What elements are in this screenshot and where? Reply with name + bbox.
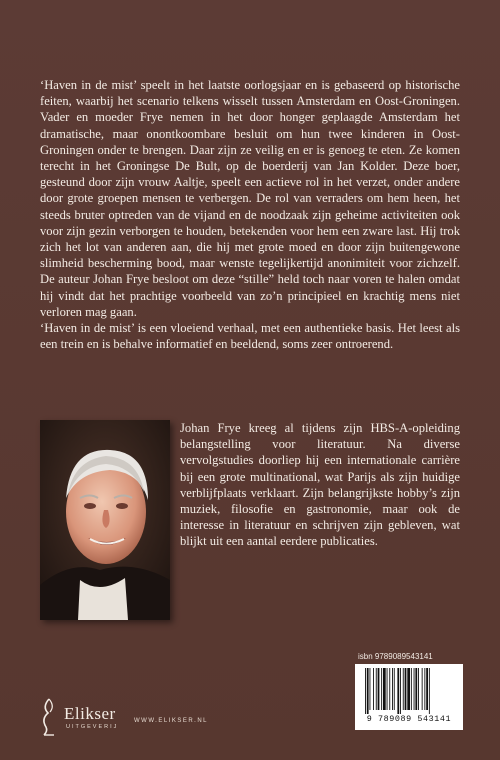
barcode-bar <box>400 668 401 714</box>
barcode-bar <box>389 668 390 710</box>
barcode-bar <box>415 668 417 710</box>
barcode-bar <box>387 668 388 710</box>
barcode-bar <box>367 668 369 714</box>
barcode-bar <box>407 668 410 710</box>
barcode-bar <box>418 668 419 710</box>
barcode-bar <box>403 668 404 710</box>
barcode-bar <box>365 668 366 714</box>
barcode-bar <box>422 668 423 710</box>
barcode-bar <box>405 668 407 710</box>
barcode-bar <box>414 668 415 710</box>
barcode-digits: 9 789089 543141 <box>366 714 452 724</box>
author-portrait-image <box>40 420 170 620</box>
publisher-emblem-icon <box>38 697 60 737</box>
author-bio: Johan Frye kreeg al tijdens zijn HBS-A-opleiding belangstelling voor literatuur. Na diverse vervolgstudies doorliep hij een internationale carrière bij een grote multinational, wat Parijs als zijn huidige verblijfplaats verklaart. Zijn belangrijkste hobby’s zijn muziek, filosofie en gastronomie, maar ook de interesse in literatuur en schrijven zijn gebleven, wat blijkt uit een aantal eerdere publicaties. <box>180 421 460 549</box>
barcode-bar <box>424 668 425 710</box>
barcode-bar <box>383 668 386 710</box>
author-photo <box>40 420 170 620</box>
blurb-paragraph: ‘Haven in de mist’ is een vloeiend verhaal, met een authentieke basis. Het leest als een trein en is behalve informatief en beeldend, soms zeer ontroerend. <box>40 321 460 352</box>
barcode-bar <box>381 668 382 710</box>
barcode-bar <box>378 668 380 710</box>
barcode-bar <box>411 668 412 710</box>
barcode-bar <box>392 668 393 710</box>
blurb-paragraph: ‘Haven in de mist’ speelt in het laatste oorlogsjaar en is gebaseerd op historische feiten, waarbij het scenario telkens wisselt tussen Amsterdam en Oost-Groningen. Vader en moeder Frye nemen in het door honger geplaagde Amsterdam het dramatische, maar onontkoombare besluit om hun twee kinderen in Oost-Groningen onder te brengen. Daar zijn ze veilig en er is genoeg te eten. Ze komen terecht in het Groningse De Bult, op de boerderij van Jan Kolder. Deze boer, gesteund door zijn vrouw Aaltje, speelt een actieve rol in het verzet, onder andere door grote groepen mensen te verbergen. De rol van verraders om hem heen, het steeds bruter optreden van de vijand en de noodzaak zijn geheime activiteiten ook voor zijn gezin verborgen te houden, betekenden voor hem een zware last. Hij trok zich het lot van anderen aan, die hij met grote moed en door zijn buitengewone slimheid bescherming bood, maar wenste tegelijkertijd anonimiteit voor zichzelf. De auteur Johan Frye besloot om deze “stille” held toch naar voren te halen omdat hij vindt dat het prachtige voorbeeld van zo’n principieel en krachtig mens niet verloren mag gaan. <box>40 78 460 319</box>
barcode-bar <box>426 668 428 710</box>
publisher-website: WWW.ELIKSER.NL <box>134 718 209 724</box>
barcode-icon <box>363 668 459 714</box>
barcode-bar <box>397 668 399 714</box>
barcode-bar <box>370 668 371 710</box>
barcode-bar <box>429 668 430 714</box>
barcode-bar <box>394 668 395 710</box>
barcode-bar <box>376 668 377 710</box>
book-blurb <box>40 77 460 352</box>
isbn-label: isbn 9789089543141 <box>358 652 433 661</box>
publisher-name: Elikser <box>64 704 116 723</box>
publisher-subtitle: UITGEVERIJ <box>66 724 119 730</box>
barcode-bar <box>373 668 374 710</box>
publisher-logo <box>38 697 148 737</box>
isbn-barcode <box>355 664 463 730</box>
